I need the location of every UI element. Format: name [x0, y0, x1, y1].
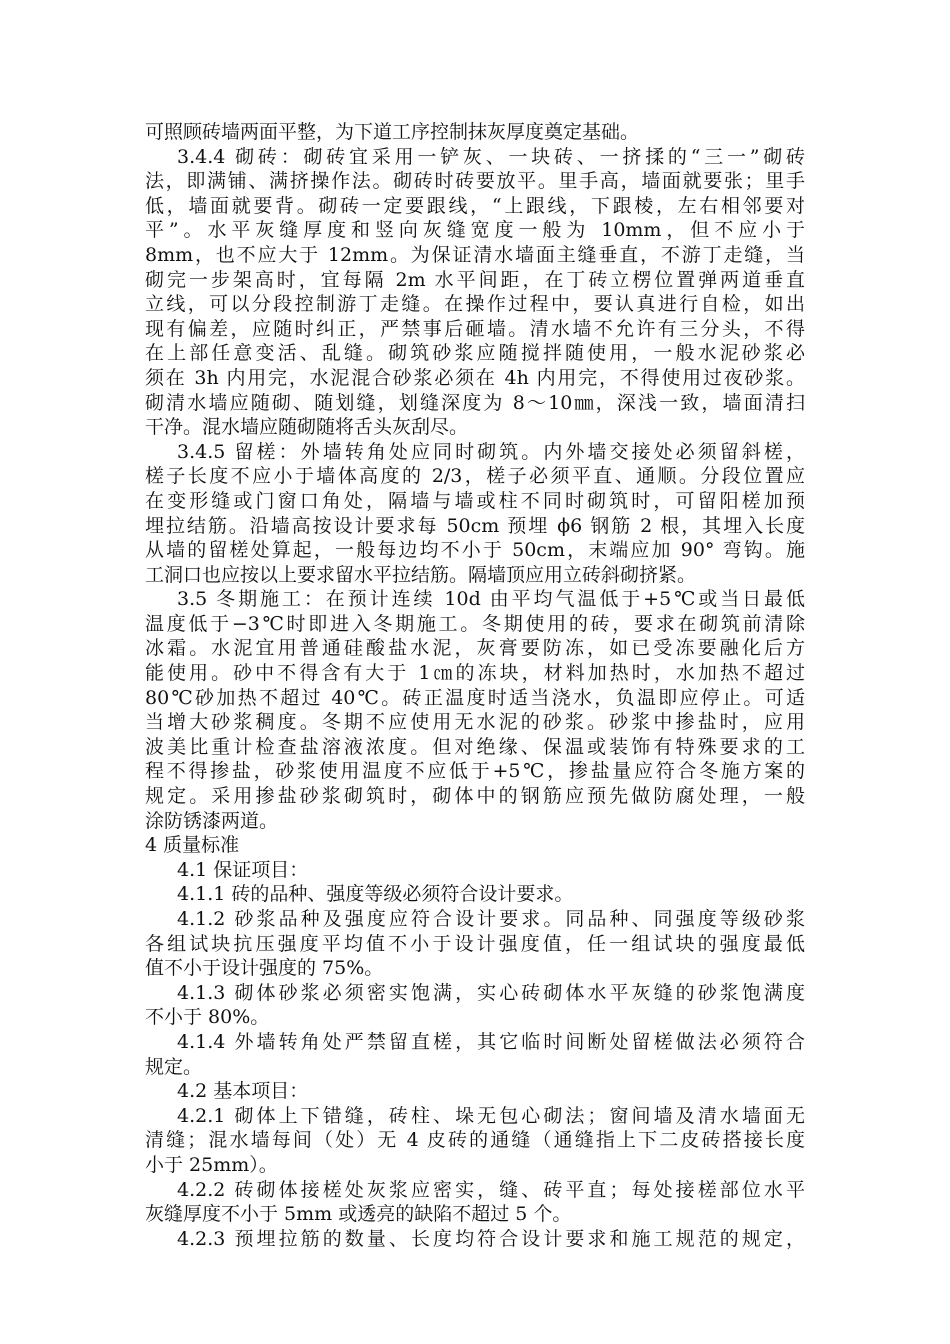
text-line: 在上部任意变活、乱缝。砌筑砂浆应随搅拌随使用，一般水泥砂浆必: [145, 342, 805, 365]
text-line: 3.5 冬期施工：在预计连续 10d 由平均气温低于+5℃或当日最低: [177, 588, 805, 611]
text-line: 4.2 基本项目：: [177, 1080, 309, 1103]
text-line: 平”。水平灰缝厚度和竖向灰缝宽度一般为 10mm，但不应小于: [145, 219, 805, 242]
text-line: 4.1.1 砖的品种、强度等级必须符合设计要求。: [177, 883, 574, 906]
text-line: 低，墙面就要背。砌砖一定要跟线，“上跟线，下跟棱，左右相邻要对: [145, 194, 805, 217]
text-line: 4.1.4 外墙转角处严禁留直槎，其它临时间断处留槎做法必须符合: [177, 1030, 805, 1053]
text-line: 程不得掺盐，砂浆使用温度不应低于+5℃，掺盐量应符合冬施方案的: [145, 760, 805, 783]
text-line: 可照顾砖墙两面平整，为下道工序控制抹灰厚度奠定基础。: [145, 121, 640, 143]
text-line: 4.2.2 砖砌体接槎处灰浆应密实，缝、砖平直；每处接槎部位水平: [177, 1178, 805, 1201]
text-line: 干净。混水墙应随砌随将舌头灰刮尽。: [145, 416, 469, 439]
text-line: 从墙的留槎处算起，一般每边均不小于 50cm，末端应加 90° 弯钩。施: [145, 539, 805, 562]
text-line: 温度低于−3℃时即进入冬期施工。冬期使用的砖，要求在砌筑前清除: [145, 612, 805, 635]
text-line: 小于 25mm）。: [145, 1153, 278, 1176]
text-line: 埋拉结筋。沿墙高按设计要求每 50cm 预埋 ϕ6 钢筋 2 根，其埋入长度: [145, 514, 805, 537]
text-line: 规定。采用掺盐砂浆砌筑时，砌体中的钢筋应预先做防腐处理，一般: [145, 785, 805, 808]
text-line: 能使用。砂中不得含有大于 1㎝的冻块，材料加热时，水加热不超过: [145, 662, 805, 685]
text-line: 槎子长度不应小于墙体高度的 2/3，槎子必须平直、通顺。分段位置应: [145, 465, 805, 488]
text-line: 3.4.4 砌砖：砌砖宜采用一铲灰、一块砖、一挤揉的“三一”砌砖: [177, 145, 805, 168]
text-line: 法，即满铺、满挤操作法。砌砖时砖要放平。里手高，墙面就要张；里手: [145, 170, 805, 193]
text-line: 砌清水墙应随砌、随划缝，划缝深度为 8～10㎜，深浅一致，墙面清扫: [145, 391, 805, 414]
text-line: 砌完一步架高时，宜每隔 2m 水平间距，在丁砖立楞位置弹两道垂直: [145, 268, 805, 291]
text-line: 4.2.1 砌体上下错缝，砖柱、垛无包心砌法；窗间墙及清水墙面无: [177, 1104, 805, 1127]
text-line: 工洞口也应按以上要求留水平拉结筋。隔墙顶应用立砖斜砌挤紧。: [145, 563, 697, 586]
text-line: 值不小于设计强度的 75%。: [145, 957, 384, 980]
text-line: 灰缝厚度不小于 5mm 或透亮的缺陷不超过 5 个。: [145, 1203, 572, 1226]
text-line: 8mm，也不应大于 12mm。为保证清水墙面主缝垂直，不游丁走缝，当: [145, 243, 805, 266]
text-line: 立线，可以分段控制游丁走缝。在操作过程中，要认真进行自检，如出: [145, 293, 805, 316]
text-line: 冰霜。水泥宜用普通硅酸盐水泥，灰膏要防冻，如已受冻要融化后方: [145, 637, 805, 660]
text-line: 在变形缝或门窗口角处，隔墙与墙或柱不同时砌筑时，可留阳槎加预: [145, 489, 805, 512]
text-line: 4.1.2 砂浆品种及强度应符合设计要求。同品种、同强度等级砂浆: [177, 908, 805, 930]
text-line: 4 质量标准: [145, 834, 240, 857]
text-line: 当增大砂浆稠度。冬期不应使用无水泥的砂浆。砂浆中掺盐时，应用: [145, 711, 805, 734]
text-line: 现有偏差，应随时纠正，严禁事后砸墙。清水墙不允许有三分头，不得: [145, 317, 805, 340]
text-line: 涂防锈漆两道。: [145, 809, 279, 832]
text-line: 80℃砂加热不超过 40℃。砖正温度时适当浇水，负温即应停止。可适: [145, 686, 805, 709]
text-line: 不小于 80%。: [145, 1006, 270, 1029]
text-line: 4.1.3 砌体砂浆必须密实饱满，实心砖砌体水平灰缝的砂浆饱满度: [177, 981, 805, 1004]
text-line: 波美比重计检查盐溶液浓度。但对绝缘、保温或装饰有特殊要求的工: [145, 735, 805, 758]
text-line: 规定。: [145, 1055, 203, 1078]
text-line: 4.2.3 预埋拉筋的数量、长度均符合设计要求和施工规范的规定，: [177, 1227, 805, 1250]
text-line: 4.1 保证项目：: [177, 858, 309, 881]
text-line: 3.4.5 留槎：外墙转角处应同时砌筑。内外墙交接处必须留斜槎，: [177, 440, 805, 463]
text-line: 清缝；混水墙每间（处）无 4 皮砖的通缝（通缝指上下二皮砖搭接长度: [145, 1129, 805, 1152]
document-page: [145, 120, 805, 1251]
text-line: 须在 3h 内用完，水泥混合砂浆必须在 4h 内用完，不得使用过夜砂浆。: [145, 366, 805, 389]
text-line: 各组试块抗压强度平均值不小于设计强度值，任一组试块的强度最低: [145, 932, 805, 955]
